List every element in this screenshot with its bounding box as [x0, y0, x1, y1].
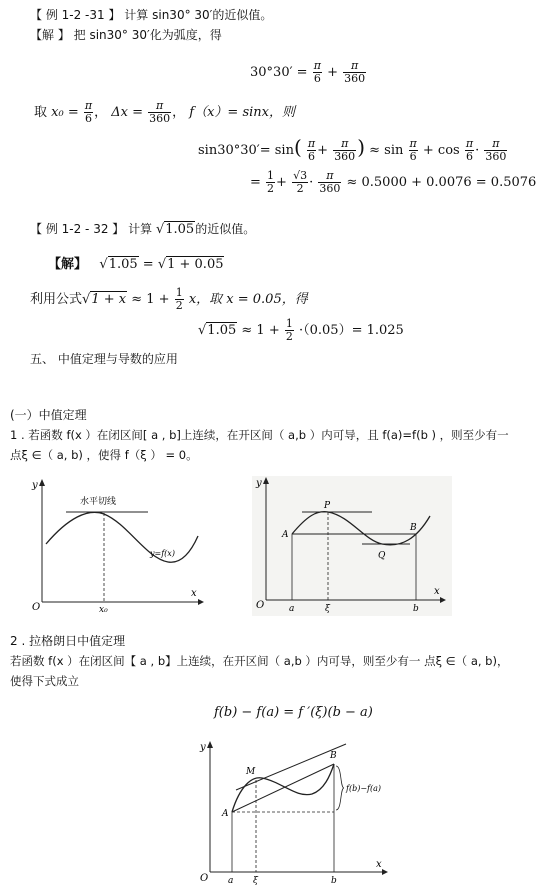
- b-label: b: [331, 876, 337, 886]
- y-axis-label: y: [32, 480, 38, 491]
- a-label: a: [289, 604, 295, 614]
- example-32-title: 【 例 1-2 - 32 】 计算 √1.05的近似值。: [30, 222, 256, 237]
- solution-text: 把 sin30° 30′化为弧度，得: [73, 28, 222, 42]
- b-label: b: [413, 604, 419, 614]
- equation-approx-line2: = $\frac{1}{2}$ + $\frac{√3}{2}$ · $\frac{\pi}{360}$ ≈ 0.5000 + 0.0076 = 0.5076: [250, 169, 537, 195]
- example-31-title: [30, 8, 272, 22]
- tangent-label: 水平切线: [80, 497, 117, 507]
- y-axis-label: y: [200, 742, 206, 753]
- origin-label: O: [200, 873, 209, 884]
- x-axis-label: x: [376, 859, 382, 870]
- xi-label: ξ: [253, 876, 258, 886]
- lagrange-statement-2: 使得下式成立: [10, 674, 79, 688]
- point-a-label: A: [282, 530, 289, 540]
- curve-label: y=f(x): [150, 549, 175, 558]
- section-title: 五、 中值定理与导数的应用: [30, 352, 178, 366]
- rolle-statement-2: 点ξ ∈（ a, b) ，使得 f（ξ ） = 0。: [10, 448, 198, 462]
- rolle-figure-1: [28, 478, 208, 613]
- y-axis-label: y: [256, 478, 262, 489]
- example-31-solution-intro: [30, 28, 222, 42]
- rolle-figure-2: [252, 476, 452, 616]
- origin-label: O: [32, 602, 41, 613]
- x0-label: x₀: [99, 605, 108, 613]
- point-p-label: P: [324, 501, 331, 511]
- x-axis-label: x: [434, 586, 440, 597]
- approx-result: √1.05 ≈ 1 + $\frac{1}{2}$ ·（0.05）= 1.025: [198, 317, 404, 343]
- rolle-statement-1: 1 . 若函数 f(x ）在闭区间[ a , b]上连续，在开区间（ a,b ）内可导，且 f(a)=f(b ) ，则至少有一: [10, 428, 509, 442]
- a-label: a: [228, 876, 234, 886]
- equation-degree-split: 30°30′ = $\frac{\pi}{6}$ + $\frac{\pi}{360}$: [250, 59, 366, 85]
- example-32-solution: 【解】 √1.05 = √1 + 0.05: [48, 257, 224, 272]
- mean-value-heading: (一）中值定理: [10, 408, 87, 422]
- point-b-label: B: [410, 523, 417, 533]
- solution-tag: 【解 】: [30, 28, 70, 42]
- lagrange-formula: f(b) − f(a) = f ′(ξ)(b − a): [214, 705, 373, 720]
- origin-label: O: [256, 600, 265, 611]
- approx-formula: 利用公式√1 + x ≈ 1 + $\frac{1}{2}$ x，取 x = 0.05，得: [30, 286, 308, 312]
- lagrange-heading: 2 . 拉格朗日中值定理: [10, 634, 126, 648]
- lagrange-statement-1: 若函数 f(x ）在闭区间【 a , b】上连续，在开区间（ a,b ）内可导，则至少有一 点ξ ∈（ a, b)，: [10, 654, 509, 668]
- point-q-label: Q: [378, 551, 386, 561]
- example-text: 计算 sin30° 30′的近似值。: [124, 8, 273, 22]
- point-m-label: M: [246, 767, 256, 777]
- equation-setup: 取 x₀ = $\frac{\pi}{6}$ ， Δx = $\frac{\pi}{360}$ ， f（x）= sinx，则: [34, 99, 295, 125]
- point-b-label: B: [330, 751, 337, 761]
- xi-label: ξ: [325, 604, 330, 614]
- equation-approx-line1: sin30°30′= sin( $\frac{\pi}{6}$ + $\frac{\pi}{360}$ ) ≈ sin $\frac{\pi}{6}$ + cos $\frac{\pi}{6}$ · $\frac{\pi}{360}$: [198, 135, 507, 163]
- example-tag: 【 例 1-2 -31 】: [30, 8, 121, 22]
- x-axis-label: x: [191, 588, 197, 599]
- lagrange-figure: [196, 740, 396, 890]
- difference-label: f(b)−f(a): [346, 784, 381, 793]
- point-a-label: A: [222, 809, 229, 819]
